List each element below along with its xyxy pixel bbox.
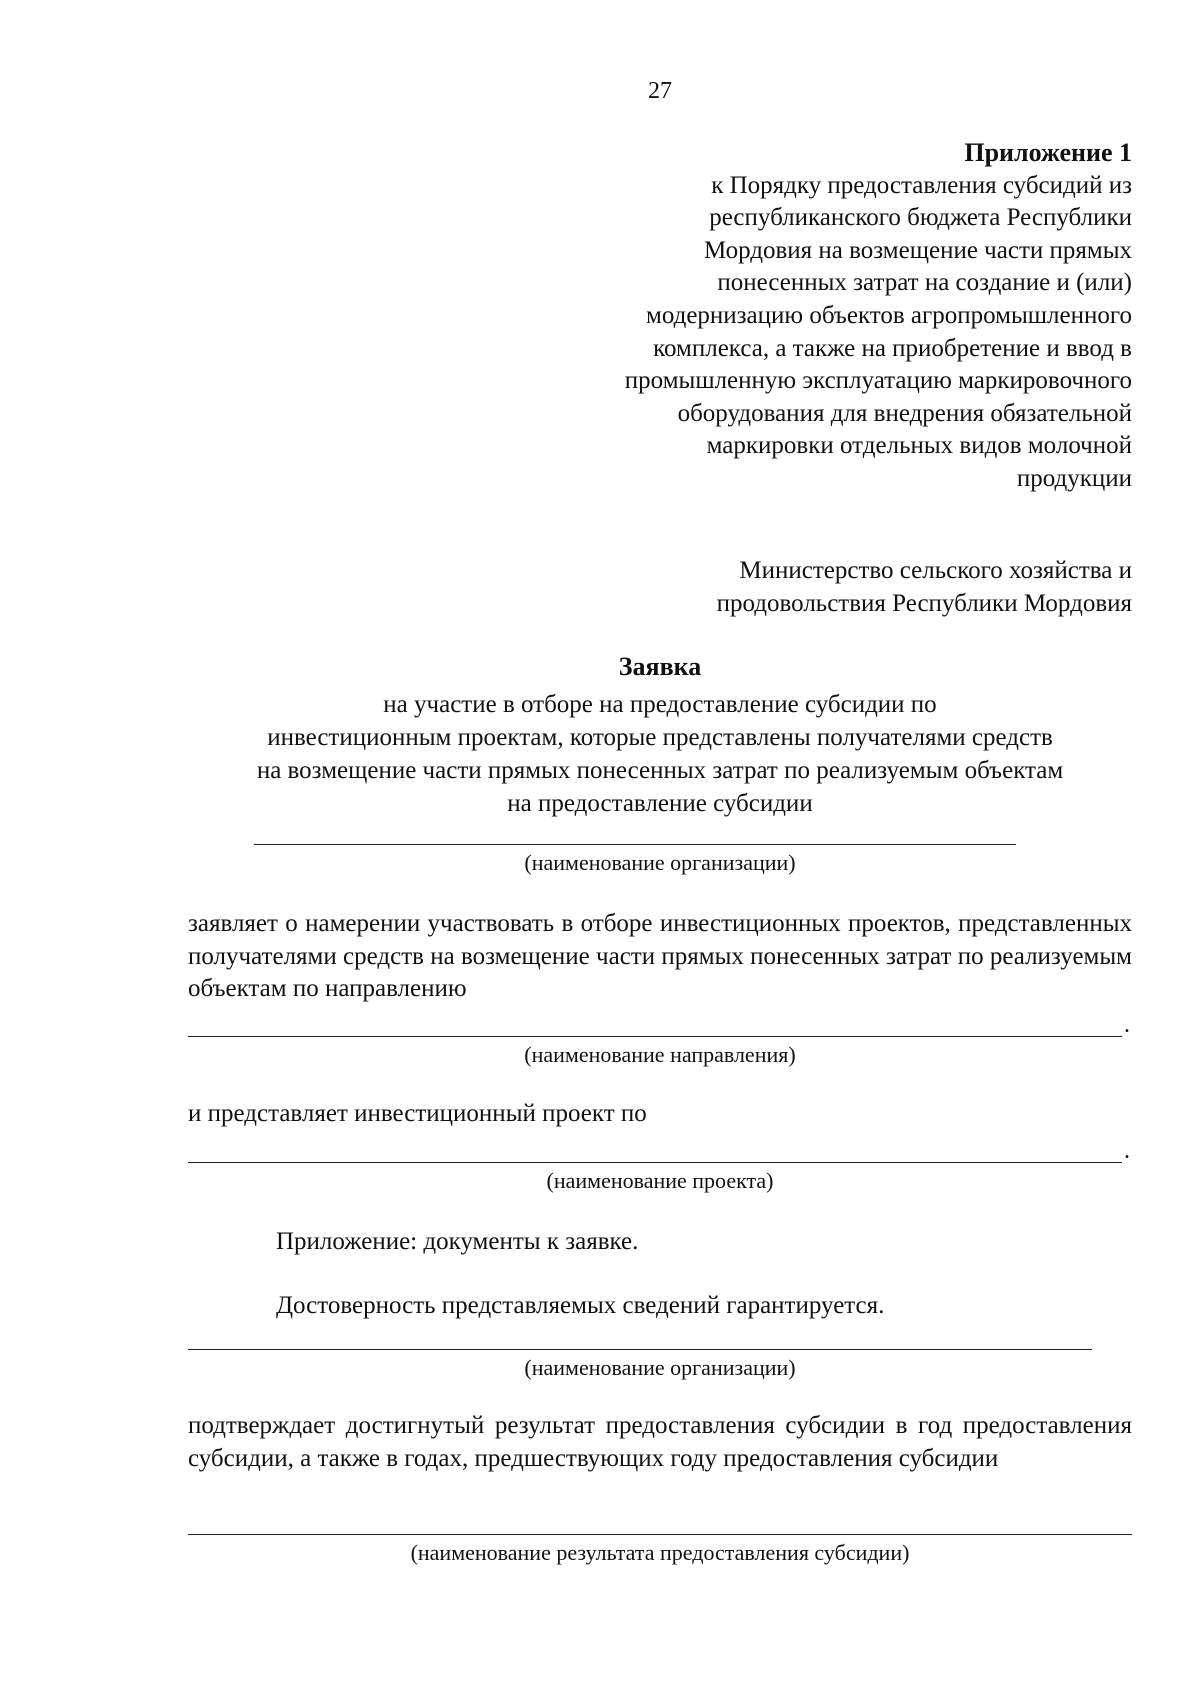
project-name-line[interactable] bbox=[188, 1162, 1122, 1163]
annex-line: маркировки отдельных видов молочной bbox=[706, 432, 1132, 460]
addressee-block bbox=[580, 554, 1132, 620]
direction-name-caption: (наименование направления) bbox=[524, 1042, 796, 1067]
application-subtitle bbox=[160, 688, 1160, 820]
line-end-mark: . bbox=[1124, 1012, 1130, 1038]
annex-block bbox=[520, 137, 1132, 496]
addressee-line: Министерство сельского хозяйства и bbox=[739, 557, 1132, 584]
annex-title: Приложение 1 bbox=[964, 138, 1132, 167]
line-end-mark: . bbox=[1124, 1138, 1130, 1164]
annex-line: промышленную эксплуатацию маркировочного bbox=[624, 367, 1132, 395]
organization-name-line-2[interactable] bbox=[188, 1349, 1092, 1350]
annex-line: республиканского бюджета Республики bbox=[709, 204, 1132, 232]
guarantee-text: Достоверность представляемых сведений гарантируется. bbox=[276, 1292, 885, 1319]
subtitle-line: на участие в отборе на предоставление субсидии по bbox=[383, 691, 937, 718]
project-name-caption: (наименование проекта) bbox=[546, 1168, 774, 1193]
subtitle-line: на предоставление субсидии bbox=[507, 790, 813, 817]
result-name-line[interactable] bbox=[188, 1534, 1132, 1535]
organization-name-caption: (наименование организации) bbox=[524, 850, 796, 875]
result-name-caption: (наименование результата предоставления субсидии) bbox=[410, 1540, 910, 1565]
organization-name-line[interactable] bbox=[254, 844, 1016, 845]
confirmation-paragraph: подтверждает достигнутый результат предоставления субсидии в год предоставления субсидии, а также в годах, предшествующих году предоставления субсидии bbox=[188, 1412, 1132, 1472]
organization-name-caption-2: (наименование организации) bbox=[524, 1355, 796, 1380]
annex-line: оборудования для внедрения обязательной bbox=[677, 399, 1132, 427]
annex-line: модернизацию объектов агропромышленного bbox=[646, 301, 1132, 329]
application-title: Заявка bbox=[618, 652, 702, 681]
annex-line: к Порядку предоставления субсидий из bbox=[711, 171, 1132, 199]
attachment-text: Приложение: документы к заявке. bbox=[276, 1228, 639, 1255]
declaration-paragraph: заявляет о намерении участвовать в отборе инвестиционных проектов, представленных получателями средств на возмещение части прямых понесенных затрат по реализуемым объектам по направлению bbox=[188, 910, 1132, 1002]
direction-name-line[interactable] bbox=[188, 1036, 1122, 1037]
addressee-line: продовольствия Республики Мордовия bbox=[716, 590, 1132, 617]
subtitle-line: инвестиционным проектам, которые представлены получателями средств bbox=[267, 724, 1053, 751]
annex-line: Мордовия на возмещение части прямых bbox=[704, 236, 1132, 264]
page-number: 27 bbox=[648, 78, 672, 104]
annex-line: понесенных затрат на создание и (или) bbox=[717, 269, 1132, 297]
project-intro-text: и представляет инвестиционный проект по bbox=[188, 1100, 647, 1127]
annex-line: комплекса, а также на приобретение и ввод в bbox=[653, 334, 1132, 362]
annex-line: продукции bbox=[1016, 464, 1132, 492]
subtitle-line: на возмещение части прямых понесенных затрат по реализуемым объектам bbox=[256, 757, 1064, 784]
